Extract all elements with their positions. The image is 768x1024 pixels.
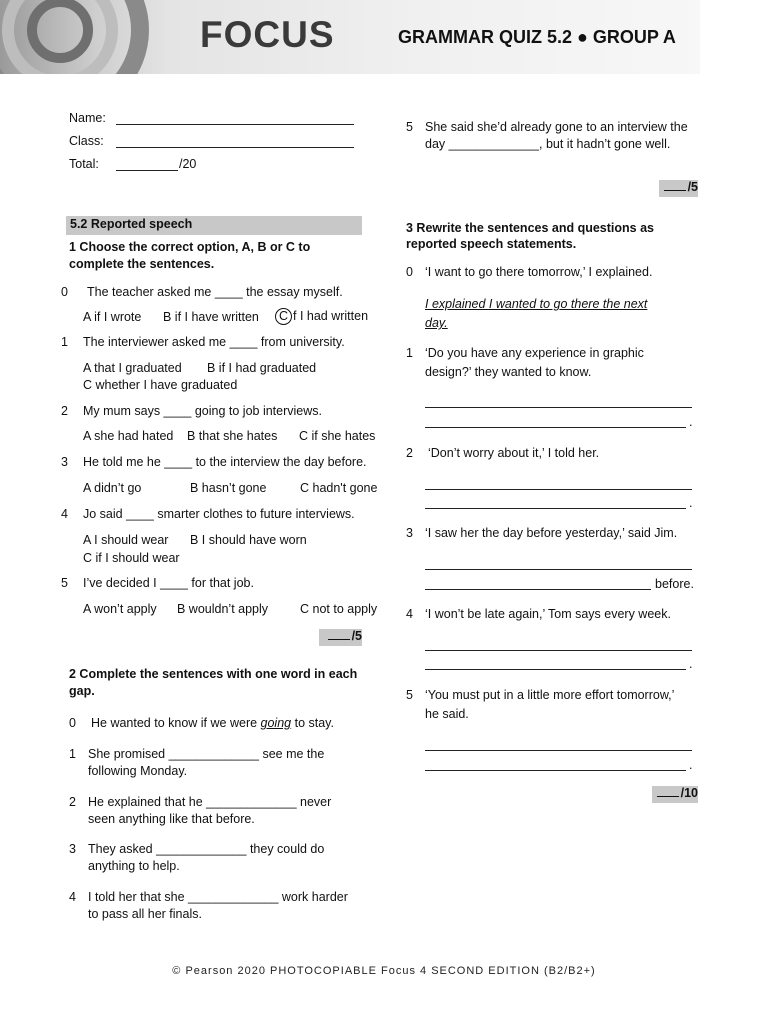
ex1-option-c[interactable]: C whether I have graduated [83, 378, 238, 392]
ex3-item-number: 2 [406, 446, 413, 460]
ex3-answer-line[interactable] [425, 413, 686, 428]
ex2-score-box[interactable] [659, 180, 698, 197]
score-blank [328, 639, 350, 640]
ex3-item-question: ‘I won’t be late again,’ Tom says every week. [425, 607, 671, 621]
ex1-option-b[interactable]: B hasn’t gone [190, 481, 267, 495]
ex3-item-question: ‘I saw her the day before yesterday,’ said Jim. [425, 526, 678, 540]
ex2-item-line[interactable]: They asked _____________ they could do [88, 842, 325, 856]
ex1-option-b[interactable]: B if I have written [163, 310, 259, 324]
ex1-item-number: 0 [61, 285, 68, 299]
ex3-answer-line[interactable] [425, 393, 692, 408]
header-corner [700, 0, 768, 74]
ex1-item-question: He told me he ____ to the interview the day before. [83, 455, 367, 469]
total-max: /20 [179, 157, 197, 171]
ex3-example-answer-cont: day. [425, 316, 448, 330]
score-blank [664, 190, 686, 191]
ex2-item-line[interactable]: He explained that he _____________ never [88, 795, 332, 809]
ex1-item-question: The teacher asked me ____ the essay myself. [87, 285, 343, 299]
ex3-item-question: ‘Do you have any experience in graphic [425, 346, 644, 360]
ex2-item-number: 5 [406, 120, 413, 134]
ex1-option-c[interactable]: C hadn't gone [300, 481, 378, 495]
total-label: Total: [69, 157, 99, 171]
ex1-item-question: Jo said ____ smarter clothes to future interviews. [83, 507, 355, 521]
ex1-option-c[interactable]: C if I should wear [83, 551, 180, 565]
name-label: Name: [69, 111, 106, 125]
ex3-line-end: . [689, 496, 693, 510]
logo-swirl-graphic [0, 0, 190, 74]
ex2-item-line[interactable]: day _____________, but it hadn’t gone well. [425, 137, 671, 151]
ex1-option-a[interactable]: A I should wear [83, 533, 169, 547]
page-footer: © Pearson 2020 PHOTOCOPIABLE Focus 4 SECOND EDITION (B2/B2+) [172, 965, 596, 977]
ex2-example-post: to stay. [291, 716, 334, 730]
ex3-item-number: 4 [406, 607, 413, 621]
ex2-item-number: 2 [69, 795, 76, 809]
ex1-item-question: The interviewer asked me ____ from university. [83, 335, 345, 349]
ex1-option-a[interactable]: A that I graduated [83, 361, 182, 375]
ex2-item-line: following Monday. [88, 764, 188, 778]
ex2-item-number: 1 [69, 747, 76, 761]
ex3-line-end: . [689, 415, 693, 429]
ex1-option-b[interactable]: B if I had graduated [207, 361, 317, 375]
ex2-example-pre: He wanted to know if we were [91, 716, 261, 730]
name-field[interactable] [116, 110, 354, 125]
ex2-item-number: 0 [69, 716, 76, 730]
class-field[interactable] [116, 133, 354, 148]
total-field[interactable] [116, 156, 178, 171]
ex1-option-a[interactable]: A won’t apply [83, 602, 157, 616]
ex3-answer-line[interactable] [425, 655, 686, 670]
ex2-instruction: 2 Complete the sentences with one word in each [69, 667, 358, 681]
ex3-answer-line[interactable] [425, 475, 692, 490]
ex2-item-line: anything to help. [88, 859, 180, 873]
ex3-score-box[interactable] [652, 786, 698, 803]
ex1-item-question: My mum says ____ going to job interviews. [83, 404, 322, 418]
ex3-line-end: . [689, 758, 693, 772]
ex3-line-end: before. [655, 577, 694, 591]
ex3-item-question-cont: he said. [425, 707, 469, 721]
ex2-item-line[interactable]: She promised _____________ see me the [88, 747, 325, 761]
ex3-example-answer: I explained I wanted to go there the next [425, 297, 648, 311]
ex2-item-number: 3 [69, 842, 76, 856]
ex1-score-box[interactable] [319, 629, 362, 646]
ex3-answer-line[interactable] [425, 494, 686, 509]
ex3-answer-line[interactable] [425, 756, 686, 771]
focus-logo: FOCUS [200, 14, 335, 55]
ex1-option-c[interactable]: C not to apply [300, 602, 378, 616]
ex2-example-answer: going [260, 716, 292, 730]
ex2-score-max: /5 [687, 180, 698, 194]
ex3-score-max: /10 [680, 786, 698, 800]
ex1-item-number: 2 [61, 404, 68, 418]
ex1-option-a[interactable]: A didn’t go [83, 481, 142, 495]
ex1-item-number: 4 [61, 507, 68, 521]
score-blank [657, 796, 679, 797]
ex3-instruction: 3 Rewrite the sentences and questions as [406, 221, 654, 235]
ex1-option-b[interactable]: B wouldn’t apply [177, 602, 269, 616]
ex3-item-number: 5 [406, 688, 413, 702]
ex2-item-line[interactable]: She said she’d already gone to an interview the [425, 120, 688, 134]
ex3-example-question: ‘I want to go there tomorrow,’ I explained. [425, 265, 653, 279]
answer-circle: C [275, 308, 292, 325]
ex3-item-question-cont: design?’ they wanted to know. [425, 365, 592, 379]
class-label: Class: [69, 134, 104, 148]
ex3-item-number: 3 [406, 526, 413, 540]
quiz-title: GRAMMAR QUIZ 5.2 ● GROUP A [398, 27, 676, 47]
ex2-item-line: seen anything like that before. [88, 812, 255, 826]
ex3-item-number: 1 [406, 346, 413, 360]
ex3-answer-line[interactable] [425, 736, 692, 751]
ex1-instruction: 1 Choose the correct option, A, B or C to [69, 240, 311, 254]
ex3-answer-line[interactable] [425, 636, 692, 651]
ex1-score-max: /5 [351, 629, 362, 643]
ex1-item-question: I’ve decided I ____ for that job. [83, 576, 254, 590]
ex1-option-b[interactable]: B I should have worn [190, 533, 307, 547]
ex1-option-c[interactable]: C if she hates [299, 429, 376, 443]
ex2-item-number: 4 [69, 890, 76, 904]
ex3-item-number: 0 [406, 265, 413, 279]
ex3-item-question: ‘Don’t worry about it,’ I told her. [428, 446, 600, 460]
ex1-option-c-circled[interactable] [275, 308, 368, 325]
ex3-answer-line[interactable] [425, 575, 651, 590]
ex2-instruction-cont: gap. [69, 684, 95, 698]
ex1-option-a[interactable]: A she had hated [83, 429, 174, 443]
ex1-option-b[interactable]: B that she hates [187, 429, 278, 443]
ex1-item-number: 5 [61, 576, 68, 590]
ex2-example [91, 715, 334, 732]
ex1-item-number: 1 [61, 335, 68, 349]
ex3-answer-line[interactable] [425, 555, 692, 570]
ex1-item-number: 3 [61, 455, 68, 469]
section-heading [66, 216, 362, 235]
ex1-option-c-text: f I had written [293, 309, 369, 323]
ex2-item-line: to pass all her finals. [88, 907, 202, 921]
ex3-line-end: . [689, 657, 693, 671]
ex3-instruction-cont: reported speech statements. [406, 237, 577, 251]
section-title: 5.2 Reported speech [70, 217, 193, 231]
ex2-item-line[interactable]: I told her that she _____________ work harder [88, 890, 348, 904]
ex1-instruction-cont: complete the sentences. [69, 257, 215, 271]
ex1-option-a[interactable]: A if I wrote [83, 310, 142, 324]
ex3-item-question: ‘You must put in a little more effort tomorrow,’ [425, 688, 675, 702]
